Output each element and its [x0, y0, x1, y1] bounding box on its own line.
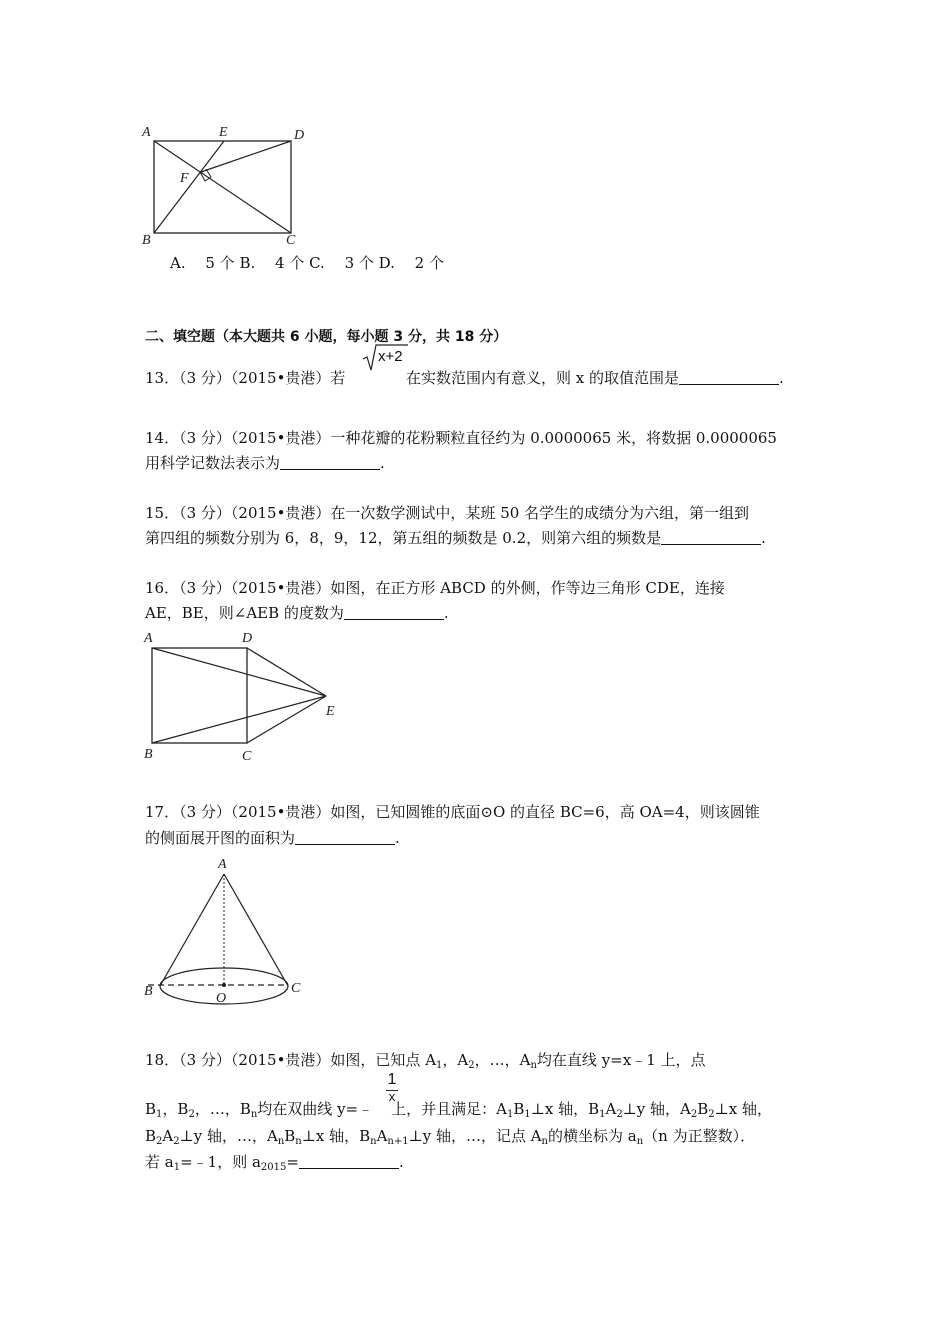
q13-prefix: 13．（3 分）（2015•贵港）若 [145, 369, 346, 387]
frac-denominator: x [388, 1089, 396, 1104]
q17-cone-figure [138, 852, 318, 1012]
line-de [247, 648, 326, 696]
label-d: D [242, 631, 253, 646]
label-b: B [144, 747, 153, 762]
line-be [154, 141, 224, 233]
q12-figure [138, 120, 318, 250]
q15-line1: 15．（3 分）（2015•贵港）在一次数学测试中，某班 50 名学生的成绩分为六组，第一组到 [145, 504, 750, 522]
line-fd [201, 141, 291, 172]
q16-figure [138, 626, 348, 771]
label-o: O [216, 991, 227, 1006]
frac-numerator: 1 [387, 1071, 397, 1088]
label-a: A [142, 125, 151, 140]
q17-line1: 17．（3 分）（2015•贵港）如图，已知圆锥的底面⊙O 的直径 BC=6，高 OA=4，则该圆锥 [145, 803, 760, 821]
q14-end: . [380, 454, 385, 472]
q18-line3: $B_2A_2\perp y$ 轴，…，$A_nB_n\perp x$ 轴，$B_nA_{n+1}\perp y$ 轴，…，记点 $A_n$的横坐标为 $a_n(n$ 为正整数）． [145, 1127, 756, 1147]
line-be [152, 696, 326, 743]
q13-suffix-text: 在实数范围内有意义，则 x 的取值范围是 [406, 369, 679, 387]
label-a: A [144, 631, 153, 646]
square-abcd [152, 648, 247, 743]
q15-line2 [145, 528, 766, 548]
section-title: 二、填空题（本大题共 6 小题，每小题 3 分，共 18 分） [145, 329, 508, 345]
label-e: E [326, 704, 335, 719]
cone-side-ab [160, 874, 224, 986]
q14-line2 [145, 453, 385, 473]
q16-line1: 16．（3 分）（2015•贵港）如图，在正方形 ABCD 的外侧，作等边三角形 CDE，连接 [145, 579, 725, 597]
label-f: F [180, 171, 189, 186]
line-ce [247, 696, 326, 743]
q16-answer-blank[interactable] [344, 603, 444, 620]
q13-answer-blank[interactable] [679, 368, 779, 385]
cone-side-ac [224, 874, 288, 986]
q17-line2 [145, 828, 400, 848]
line-ac [154, 141, 291, 233]
q13-sqrt-expr: x+2 [378, 348, 403, 365]
q15-answer-blank[interactable] [661, 528, 761, 545]
q14-answer-blank[interactable] [280, 453, 380, 470]
q14-line2-text: 用科学记数法表示为 [145, 454, 281, 472]
label-c: C [242, 749, 252, 764]
label-d: D [294, 128, 305, 143]
q18-line2: $B_1$，$B_2$，…，$B_n$均在双曲线 y=﹣ 上，并且满足：$A_1B_1\perp x$ 轴，$B_1A_2\perp y$ 轴，$A_2B_2\perp x$ 轴， [145, 1100, 772, 1120]
label-e: E [219, 125, 228, 140]
label-a: A [218, 857, 227, 872]
label-c: C [291, 981, 301, 996]
q18-line4: 若 $a_1=﹣1$，则 $a_{2015}=$ . [145, 1153, 404, 1173]
q16-line2 [145, 603, 449, 623]
q15-line2-text: 第四组的频数分别为 6，8，9，12，第五组的频数是 0.2，则第六组的频数是 [145, 529, 662, 547]
q17-answer-blank[interactable] [295, 828, 395, 845]
q13-suffix [406, 368, 784, 388]
q18-line1: 18．（3 分）（2015•贵港）如图，已知点 $A_1$，$A_2$，…，$A_n$均在直线 y=x﹣1 上，点 [145, 1051, 706, 1071]
label-b: B [142, 233, 151, 248]
q13-end: . [779, 369, 784, 387]
q16-line2-text: AE，BE，则∠AEB 的度数为 [145, 604, 344, 622]
q13-sqrt [362, 343, 408, 377]
label-b: B [144, 984, 153, 999]
q17-end: . [395, 829, 400, 847]
q18-answer-blank[interactable] [299, 1152, 399, 1169]
center-o [222, 983, 226, 987]
q12-choices: A. 5 个 B. 4 个 C. 3 个 D. 2 个 [170, 254, 444, 272]
q16-end: . [443, 604, 449, 622]
q17-line2-text: 的侧面展开图的面积为 [145, 829, 296, 847]
q14-line1: 14．（3 分）（2015•贵港）一种花瓣的花粉颗粒直径约为 0.0000065 米，将数据 0.0000065 [145, 429, 777, 447]
line-ae [152, 648, 326, 696]
q15-end: . [761, 529, 766, 547]
label-c: C [286, 233, 296, 248]
